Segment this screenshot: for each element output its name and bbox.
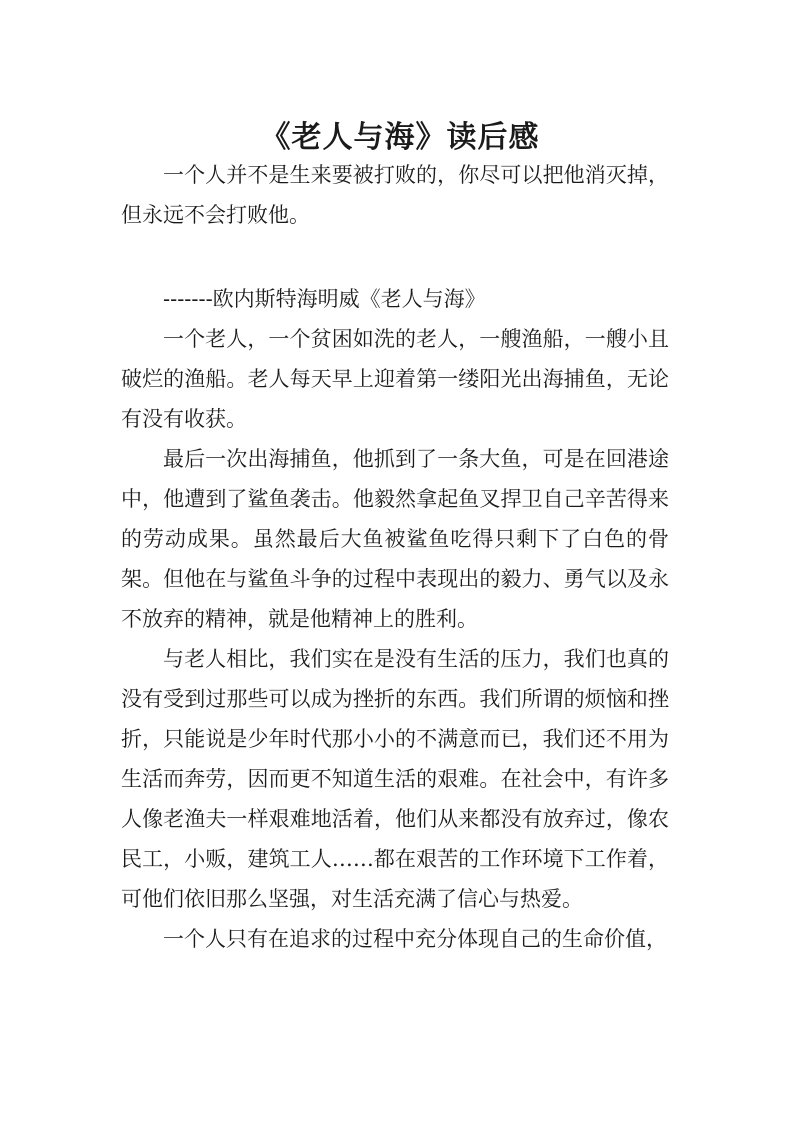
essay-body (121, 155, 669, 959)
paragraph: 一个老人，一个贫困如洗的老人，一艘渔船，一艘小且破烂的渔船。老人每天早上迎着第一缕阳光出海捕鱼，无论有没有收获。 (121, 327, 669, 431)
paragraph: 与老人相比，我们实在是没有生活的压力，我们也真的没有受到过那些可以成为挫折的东西。我们所谓的烦恼和挫折，只能说是少年时代那小小的不满意而已，我们还不用为生活而奔劳，因而更不知道生活的艰难。在社会中，有许多人像老渔夫一样艰难地活着，他们从来都没有放弃过，像农民工，小贩，建筑工人……都在艰苦的工作环境下工作着，可他们依旧那么坚强，对生活充满了信心与热爱。 (121, 647, 669, 911)
paragraph: 一个人只有在追求的过程中充分体现自己的生命价值， (163, 927, 667, 951)
epigraph-source: -------欧内斯特海明威《老人与海》 (163, 287, 486, 311)
page-title: 《老人与海》读后感 (260, 120, 540, 156)
paragraph: 最后一次出海捕鱼，他抓到了一条大鱼，可是在回港途中，他遭到了鲨鱼袭击。他毅然拿起鱼叉捍卫自己辛苦得来的劳动成果。虽然最后大鱼被鲨鱼吃得只剩下了白色的骨架。但他在与鲨鱼斗争的过程中表现出的毅力、勇气以及永不放弃的精神，就是他精神上的胜利。 (121, 447, 669, 631)
epigraph-quote: 一个人并不是生来要被打败的，你尽可以把他消灭掉，但永远不会打败他。 (121, 163, 669, 227)
